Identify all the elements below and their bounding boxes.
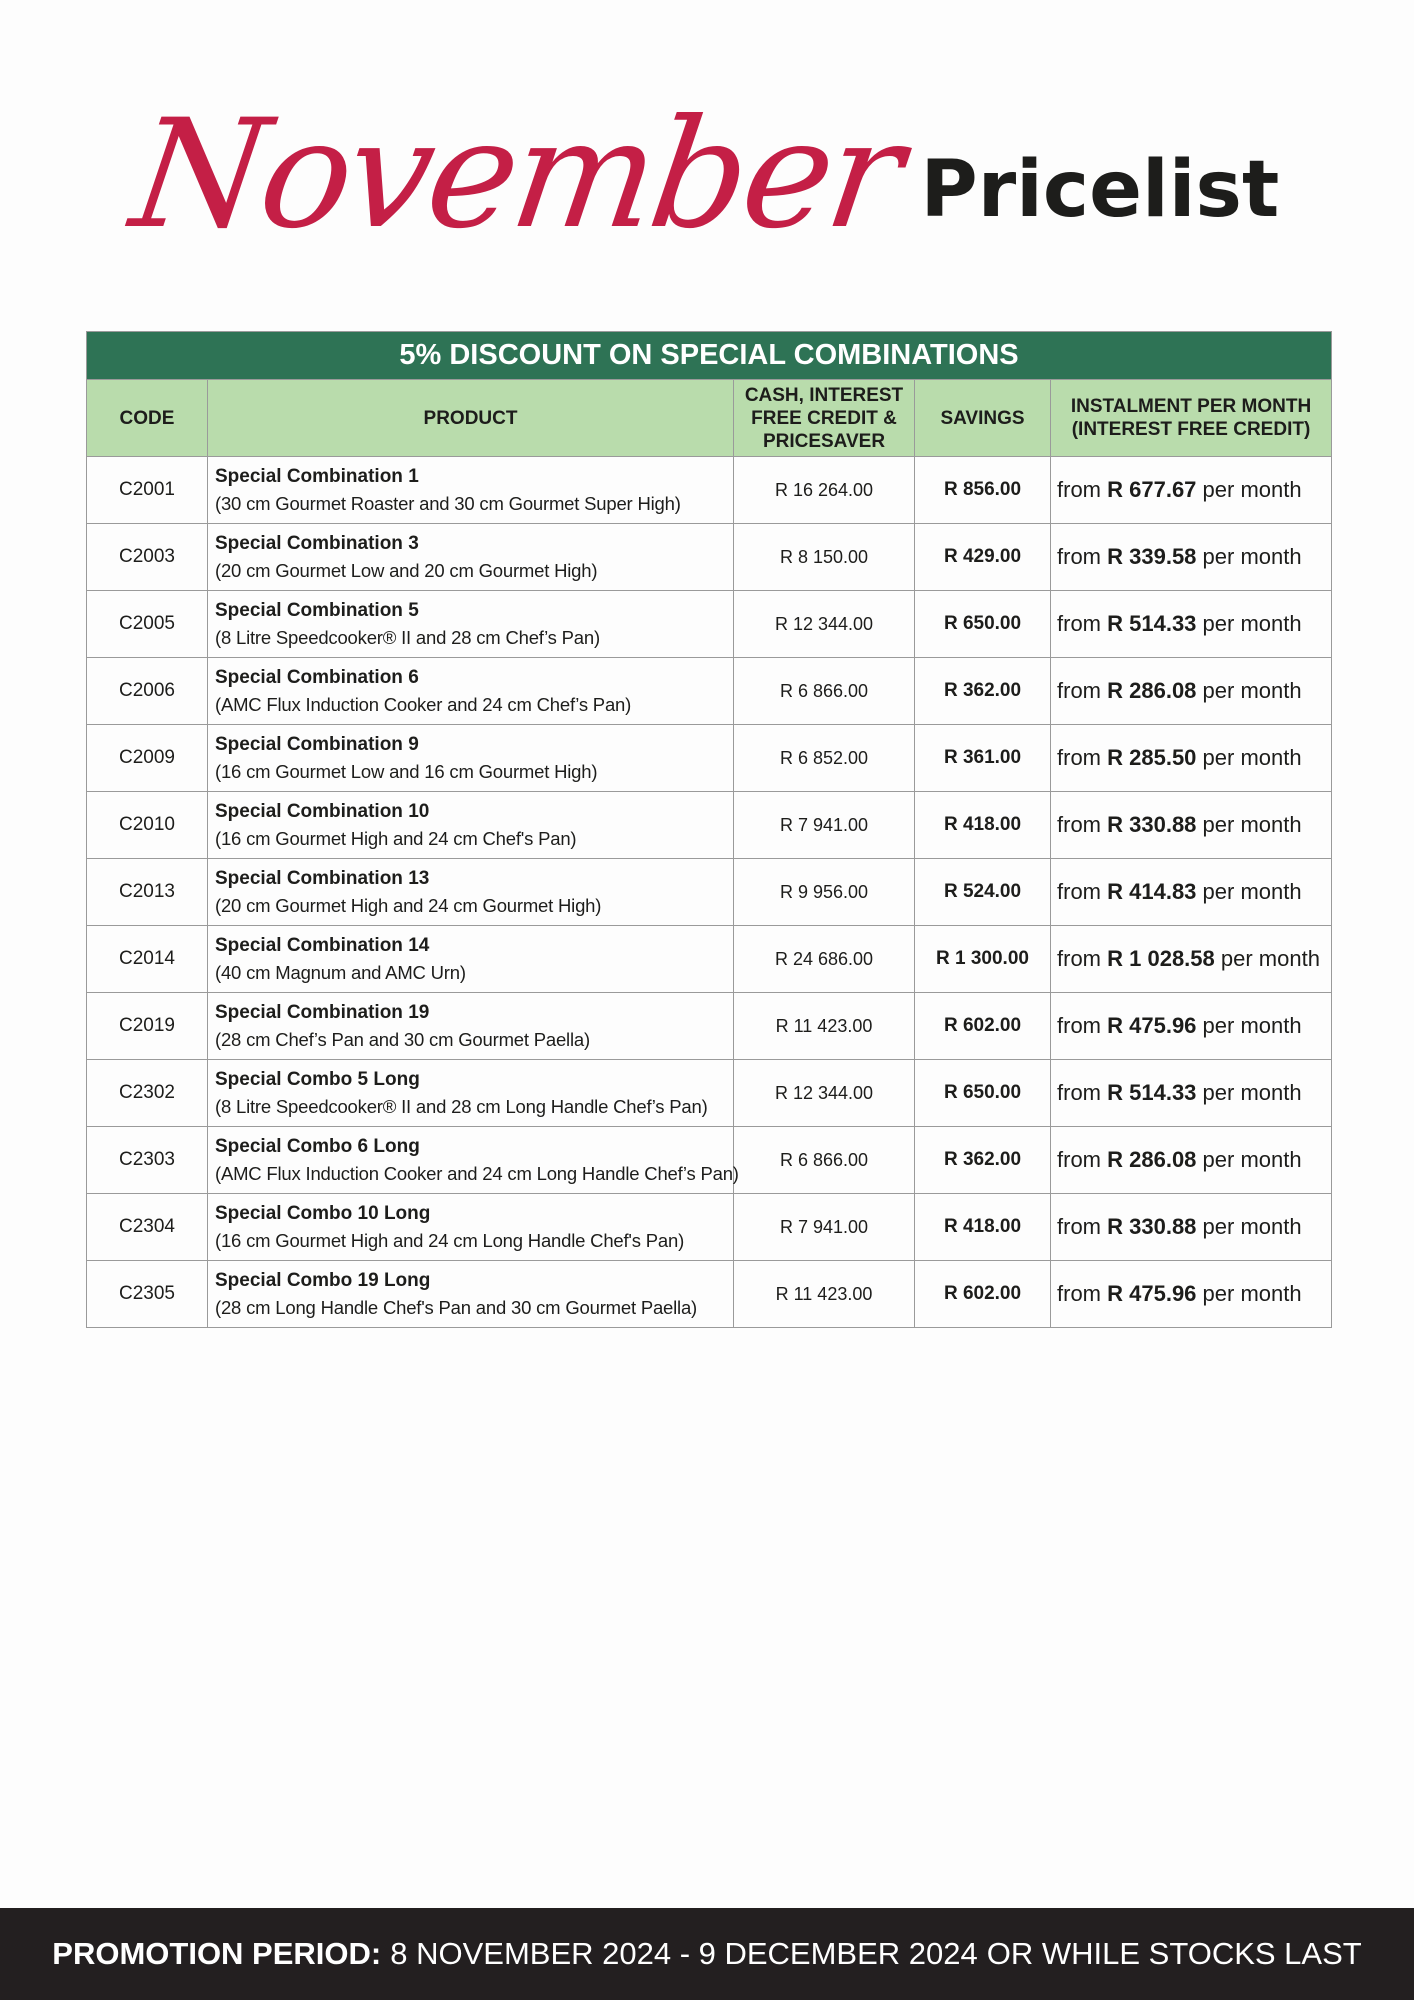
cell-instalment <box>1051 1127 1332 1194</box>
cell-instalment <box>1051 792 1332 859</box>
instalment-suffix: per month <box>1202 1147 1302 1172</box>
promotion-footer <box>0 1908 1414 2000</box>
cell-savings: R 602.00 <box>915 993 1051 1060</box>
instalment-suffix: per month <box>1220 946 1320 971</box>
cell-cash-price: R 11 423.00 <box>734 1261 915 1328</box>
promotion-period: 8 NOVEMBER 2024 - 9 DECEMBER 2024 <box>390 1936 978 1971</box>
product-name: Special Combination 6 <box>215 667 419 688</box>
promotion-suffix: OR WHILE STOCKS LAST <box>986 1936 1362 1971</box>
instalment-prefix: from <box>1057 1214 1101 1239</box>
cell-code: C2013 <box>87 859 208 926</box>
instalment-prefix: from <box>1057 1080 1101 1105</box>
cell-savings: R 650.00 <box>915 1060 1051 1127</box>
product-name: Special Combination 13 <box>215 868 430 889</box>
cell-cash-price: R 16 264.00 <box>734 457 915 524</box>
instalment-prefix: from <box>1057 611 1101 636</box>
instalment-suffix: per month <box>1202 611 1302 636</box>
instalment-amount: R 339.58 <box>1107 544 1197 569</box>
cell-savings: R 362.00 <box>915 658 1051 725</box>
instalment-suffix: per month <box>1202 745 1302 770</box>
cell-product <box>208 591 734 658</box>
instalment-suffix: per month <box>1202 544 1302 569</box>
cell-cash-price: R 6 866.00 <box>734 658 915 725</box>
cell-product <box>208 1261 734 1328</box>
column-header-code: CODE <box>87 380 208 457</box>
cell-instalment <box>1051 859 1332 926</box>
instalment-suffix: per month <box>1202 678 1302 703</box>
instalment-prefix: from <box>1057 1013 1101 1038</box>
cell-cash-price: R 8 150.00 <box>734 524 915 591</box>
product-description: (40 cm Magnum and AMC Urn) <box>215 962 466 983</box>
instalment-suffix: per month <box>1202 1013 1302 1038</box>
cell-instalment <box>1051 591 1332 658</box>
cell-cash-price: R 12 344.00 <box>734 1060 915 1127</box>
cell-cash-price: R 9 956.00 <box>734 859 915 926</box>
cell-cash-price: R 6 866.00 <box>734 1127 915 1194</box>
cell-product <box>208 926 734 993</box>
cell-savings: R 602.00 <box>915 1261 1051 1328</box>
product-description: (8 Litre Speedcooker® II and 28 cm Long Handle Chef’s Pan) <box>215 1096 708 1117</box>
product-name: Special Combo 6 Long <box>215 1136 420 1157</box>
product-name: Special Combo 19 Long <box>215 1270 431 1291</box>
cell-code: C2305 <box>87 1261 208 1328</box>
pricelist-table <box>86 331 1332 1328</box>
cell-instalment <box>1051 524 1332 591</box>
cell-code: C2019 <box>87 993 208 1060</box>
cell-product <box>208 792 734 859</box>
instalment-prefix: from <box>1057 477 1101 502</box>
product-name: Special Combo 10 Long <box>215 1203 431 1224</box>
cell-savings: R 429.00 <box>915 524 1051 591</box>
instalment-amount: R 286.08 <box>1107 678 1197 703</box>
discount-banner: 5% DISCOUNT ON SPECIAL COMBINATIONS <box>87 332 1332 380</box>
instalment-prefix: from <box>1057 1147 1101 1172</box>
table-row <box>87 926 1332 993</box>
cell-cash-price: R 12 344.00 <box>734 591 915 658</box>
cell-instalment <box>1051 725 1332 792</box>
product-name: Special Combination 14 <box>215 935 430 956</box>
cell-product <box>208 457 734 524</box>
cell-code: C2303 <box>87 1127 208 1194</box>
page-title <box>0 60 1414 290</box>
cell-savings: R 856.00 <box>915 457 1051 524</box>
instalment-suffix: per month <box>1202 1080 1302 1105</box>
table-row <box>87 993 1332 1060</box>
instalment-amount: R 330.88 <box>1107 1214 1197 1239</box>
product-description: (16 cm Gourmet Low and 16 cm Gourmet High) <box>215 761 598 782</box>
cell-savings: R 362.00 <box>915 1127 1051 1194</box>
instalment-amount: R 330.88 <box>1107 812 1197 837</box>
cell-savings: R 418.00 <box>915 1194 1051 1261</box>
cell-code: C2304 <box>87 1194 208 1261</box>
product-name: Special Combination 5 <box>215 600 419 621</box>
instalment-suffix: per month <box>1202 879 1302 904</box>
cell-cash-price: R 7 941.00 <box>734 1194 915 1261</box>
table-row <box>87 1261 1332 1328</box>
cell-code: C2006 <box>87 658 208 725</box>
product-name: Special Combo 5 Long <box>215 1069 420 1090</box>
cell-instalment <box>1051 993 1332 1060</box>
cell-cash-price: R 7 941.00 <box>734 792 915 859</box>
title-script-november: November <box>122 88 909 262</box>
cell-instalment <box>1051 926 1332 993</box>
cell-code: C2302 <box>87 1060 208 1127</box>
cell-instalment <box>1051 658 1332 725</box>
column-header-product: PRODUCT <box>208 380 734 457</box>
column-header-savings: SAVINGS <box>915 380 1051 457</box>
table-row <box>87 658 1332 725</box>
instalment-amount: R 475.96 <box>1107 1281 1197 1306</box>
column-header-instalment: INSTALMENT PER MONTH (INTEREST FREE CREDIT) <box>1051 380 1332 457</box>
instalment-amount: R 514.33 <box>1107 1080 1197 1105</box>
cell-product <box>208 658 734 725</box>
cell-instalment <box>1051 457 1332 524</box>
instalment-amount: R 414.83 <box>1107 879 1197 904</box>
cell-product <box>208 725 734 792</box>
instalment-suffix: per month <box>1202 812 1302 837</box>
cell-product <box>208 1060 734 1127</box>
product-description: (20 cm Gourmet High and 24 cm Gourmet High) <box>215 895 602 916</box>
cell-savings: R 361.00 <box>915 725 1051 792</box>
cell-cash-price: R 24 686.00 <box>734 926 915 993</box>
column-header-cash: CASH, INTEREST FREE CREDIT & PRICESAVER <box>734 380 915 457</box>
product-description: (16 cm Gourmet High and 24 cm Chef's Pan) <box>215 828 577 849</box>
table-row <box>87 859 1332 926</box>
instalment-suffix: per month <box>1202 1214 1302 1239</box>
cell-savings: R 524.00 <box>915 859 1051 926</box>
cell-savings: R 650.00 <box>915 591 1051 658</box>
cell-code: C2001 <box>87 457 208 524</box>
instalment-prefix: from <box>1057 946 1101 971</box>
cell-instalment <box>1051 1261 1332 1328</box>
cell-product <box>208 1194 734 1261</box>
instalment-amount: R 514.33 <box>1107 611 1197 636</box>
cell-product <box>208 524 734 591</box>
product-name: Special Combination 3 <box>215 533 419 554</box>
product-name: Special Combination 9 <box>215 734 419 755</box>
cell-cash-price: R 11 423.00 <box>734 993 915 1060</box>
table-row <box>87 792 1332 859</box>
cell-savings: R 1 300.00 <box>915 926 1051 993</box>
table-row <box>87 725 1332 792</box>
table-row <box>87 1194 1332 1261</box>
product-description: (8 Litre Speedcooker® II and 28 cm Chef’s Pan) <box>215 627 600 648</box>
table-row <box>87 591 1332 658</box>
cell-instalment <box>1051 1060 1332 1127</box>
instalment-amount: R 286.08 <box>1107 1147 1197 1172</box>
product-description: (28 cm Chef’s Pan and 30 cm Gourmet Paella) <box>215 1029 590 1050</box>
product-name: Special Combination 10 <box>215 801 430 822</box>
instalment-prefix: from <box>1057 544 1101 569</box>
instalment-amount: R 677.67 <box>1107 477 1197 502</box>
instalment-suffix: per month <box>1202 1281 1302 1306</box>
instalment-prefix: from <box>1057 745 1101 770</box>
product-description: (16 cm Gourmet High and 24 cm Long Handle Chef's Pan) <box>215 1230 685 1251</box>
product-name: Special Combination 19 <box>215 1002 430 1023</box>
cell-savings: R 418.00 <box>915 792 1051 859</box>
table-row <box>87 1127 1332 1194</box>
product-description: (30 cm Gourmet Roaster and 30 cm Gourmet Super High) <box>215 493 681 514</box>
product-description: (AMC Flux Induction Cooker and 24 cm Chef’s Pan) <box>215 694 632 715</box>
cell-product <box>208 993 734 1060</box>
cell-product <box>208 1127 739 1194</box>
instalment-suffix: per month <box>1202 477 1302 502</box>
cell-code: C2014 <box>87 926 208 993</box>
product-description: (28 cm Long Handle Chef's Pan and 30 cm Gourmet Paella) <box>215 1297 698 1318</box>
table-row <box>87 1060 1332 1127</box>
product-description: (20 cm Gourmet Low and 20 cm Gourmet High) <box>215 560 598 581</box>
cell-code: C2010 <box>87 792 208 859</box>
instalment-amount: R 1 028.58 <box>1107 946 1215 971</box>
instalment-amount: R 475.96 <box>1107 1013 1197 1038</box>
product-name: Special Combination 1 <box>215 466 419 487</box>
instalment-prefix: from <box>1057 678 1101 703</box>
product-description: (AMC Flux Induction Cooker and 24 cm Long Handle Chef’s Pan) <box>215 1163 739 1184</box>
table-row <box>87 524 1332 591</box>
cell-code: C2005 <box>87 591 208 658</box>
promotion-label: PROMOTION PERIOD: <box>52 1936 382 1971</box>
title-pricelist: Pricelist <box>920 145 1280 235</box>
cell-instalment <box>1051 1194 1332 1261</box>
instalment-amount: R 285.50 <box>1107 745 1197 770</box>
instalment-prefix: from <box>1057 1281 1101 1306</box>
cell-product <box>208 859 734 926</box>
instalment-prefix: from <box>1057 879 1101 904</box>
cell-code: C2009 <box>87 725 208 792</box>
instalment-prefix: from <box>1057 812 1101 837</box>
cell-cash-price: R 6 852.00 <box>734 725 915 792</box>
table-row <box>87 457 1332 524</box>
cell-code: C2003 <box>87 524 208 591</box>
